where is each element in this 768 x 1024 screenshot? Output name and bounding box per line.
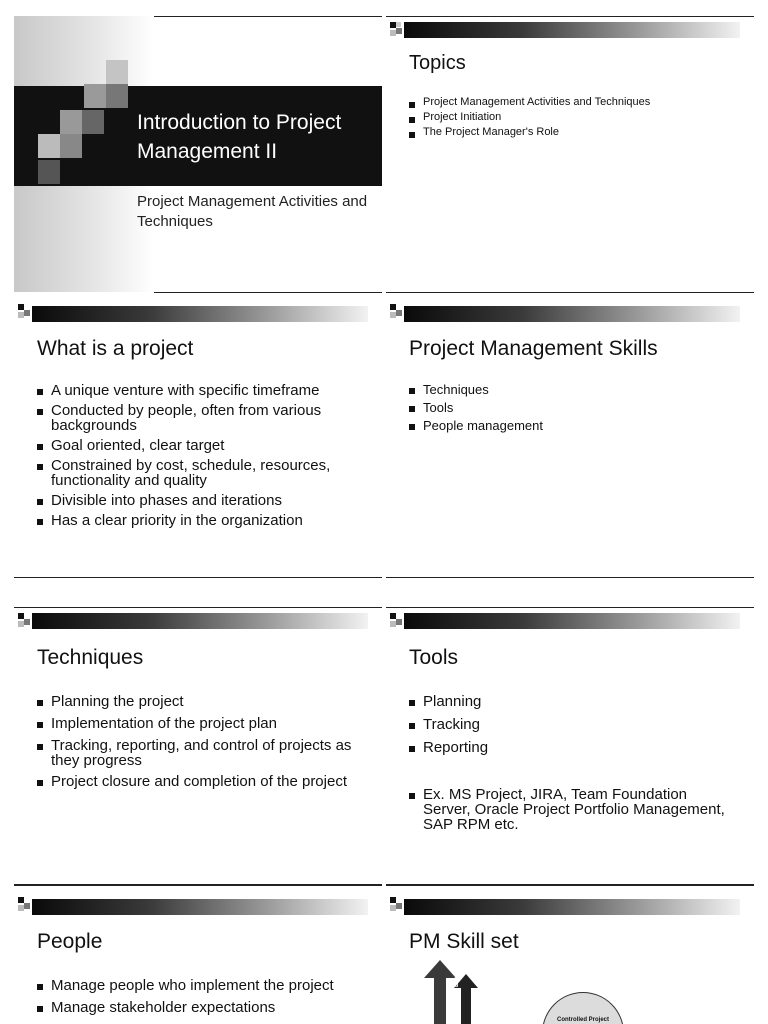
circle-label: Controlled Project	[556, 1017, 609, 1023]
slide-top-rule	[14, 885, 382, 886]
slide-title-text: Topics	[409, 52, 466, 74]
decor-square	[60, 110, 82, 134]
techniques-list	[37, 694, 367, 789]
slide-title-text: Project Management Skills	[409, 337, 658, 360]
slide-title-text: Techniques	[37, 646, 144, 669]
list-item: Project closure and completion of the project	[37, 774, 367, 789]
slide-pm-skills	[386, 292, 754, 578]
list-item: Has a clear priority in the organization	[37, 513, 367, 528]
project-definition-list	[37, 383, 367, 528]
list-item: Planning	[409, 694, 729, 709]
list-item: Divisible into phases and iterations	[37, 493, 367, 508]
list-item: A unique venture with specific timeframe	[37, 383, 367, 398]
presentation-subtitle: Project Management Activities and Techniques	[137, 193, 368, 230]
decor-square	[60, 134, 82, 158]
decor-square	[106, 84, 128, 108]
list-item: Goal oriented, clear target	[37, 438, 367, 453]
controlled-project-circle	[542, 992, 624, 1024]
slide-top-rule	[154, 292, 382, 293]
decor-square	[14, 110, 38, 134]
list-item: Constrained by cost, schedule, resources, functionality and quality	[37, 458, 367, 488]
people-list	[37, 978, 377, 1015]
slide-title-text: What is a project	[37, 337, 194, 360]
slide-header-bar	[32, 306, 368, 322]
slide-corner-squares	[14, 292, 34, 318]
slide-header-bar	[32, 613, 368, 629]
list-item: Planning the project	[37, 694, 367, 709]
slide-top-rule	[386, 607, 754, 608]
slide-techniques	[14, 607, 382, 893]
slide-header-bar	[404, 613, 740, 629]
slide-header-bar	[404, 899, 740, 915]
slide-tools	[386, 607, 754, 893]
tools-list	[409, 694, 729, 832]
decor-square	[106, 60, 128, 84]
list-item: Implementation of the project plan	[37, 716, 367, 731]
skills-list	[409, 383, 543, 432]
presentation-title: Introduction to Project Management II	[137, 111, 342, 163]
list-item-examples: Ex. MS Project, JIRA, Team Foundation Server, Oracle Project Portfolio Management, SAP RPM etc.	[409, 787, 729, 832]
slide-corner-squares	[386, 292, 406, 318]
slide-corner-squares	[14, 885, 34, 911]
slide-title-text: Tools	[409, 646, 459, 669]
list-item: Techniques	[409, 383, 543, 396]
list-item: The Project Manager's Role	[409, 127, 650, 138]
slide-top-rule	[154, 16, 382, 17]
decor-square	[38, 160, 60, 184]
slide-people	[14, 885, 382, 1024]
slide-bottom-rule	[14, 577, 382, 578]
list-item: People management	[409, 419, 543, 432]
decor-square	[38, 134, 60, 158]
arrow-up-dark	[424, 960, 456, 1024]
slide-top-rule	[386, 885, 754, 886]
slide-corner-squares	[386, 16, 406, 42]
list-item: Tools	[409, 401, 543, 414]
arrow-label-leadership: Leadership	[454, 954, 460, 987]
decor-square	[84, 84, 106, 108]
slide-title-text: People	[37, 930, 103, 953]
slide-corner-squares	[386, 607, 406, 633]
slide-header-bar	[404, 306, 740, 322]
slide-top-rule	[386, 16, 754, 17]
slide-corner-squares	[386, 885, 406, 911]
list-item: Tracking, reporting, and control of projects as they progress	[37, 738, 367, 768]
slide-top-rule	[14, 607, 382, 608]
slide-title-text: PM Skill set	[409, 930, 519, 953]
list-item: Tracking	[409, 717, 729, 732]
slide-topics	[386, 16, 754, 302]
list-item: Project Initiation	[409, 112, 650, 123]
slide-header-bar	[32, 899, 368, 915]
slide-pm-skill-set	[386, 885, 754, 1024]
slide-bottom-rule	[386, 577, 754, 578]
slide-title	[14, 16, 382, 302]
list-item: Conducted by people, often from various backgrounds	[37, 403, 367, 433]
list-item: Reporting	[409, 740, 729, 755]
list-item: Manage stakeholder expectations	[37, 1000, 377, 1015]
slide-top-rule	[386, 292, 754, 293]
slide-what-is-a-project	[14, 292, 382, 578]
slide-header-bar	[404, 22, 740, 38]
list-item: Project Management Activities and Techniques	[409, 97, 650, 108]
list-item: Manage people who implement the project	[37, 978, 377, 993]
slide-corner-squares	[14, 607, 34, 633]
decor-square	[82, 110, 104, 134]
topics-list	[409, 97, 650, 138]
